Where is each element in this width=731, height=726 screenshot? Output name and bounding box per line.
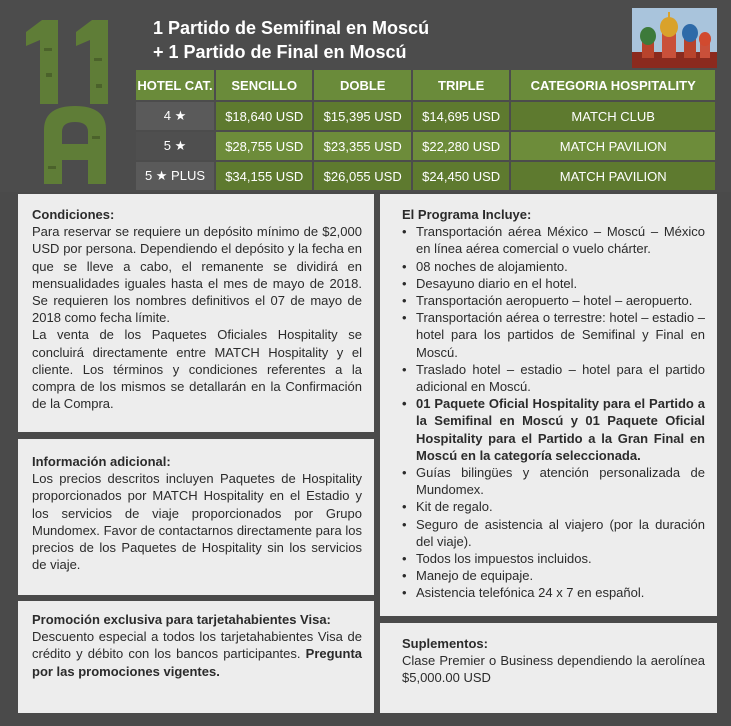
- header-hotel-cat: HOTEL CAT.: [135, 69, 215, 101]
- price-triple: $14,695 USD: [412, 101, 510, 131]
- list-item: • Manejo de equipaje.: [402, 567, 705, 584]
- list-item: • 08 noches de alojamiento.: [402, 258, 705, 275]
- list-item: • Transportación aérea o terrestre: hotel – estadio – hotel para los partidos de Semifinal y Final en Moscú.: [402, 309, 705, 361]
- header-doble: DOBLE: [313, 69, 411, 101]
- visa-promo-text: [32, 628, 362, 680]
- price-sencillo: $34,155 USD: [215, 161, 313, 191]
- hotel-category: 5 ★ PLUS: [135, 161, 215, 191]
- supplements-text: Clase Premier o Business dependiendo la aerolínea $5,000.00 USD: [402, 653, 705, 686]
- price-doble: $26,055 USD: [313, 161, 411, 191]
- title-line-2: + 1 Partido de Final en Moscú: [153, 42, 407, 62]
- list-item: • Asistencia telefónica 24 x 7 en español.: [402, 584, 705, 601]
- header-sencillo: SENCILLO: [215, 69, 313, 101]
- list-item: • Todos los impuestos incluidos.: [402, 550, 705, 567]
- package-number-badge: [22, 18, 122, 106]
- supplements-panel: [380, 623, 717, 713]
- visa-promo-heading: Promoción exclusiva para tarjetahabientes Visa:: [32, 612, 331, 627]
- list-item: • Guías bilingües y atención personalizada de Mundomex.: [402, 464, 705, 498]
- price-doble: $15,395 USD: [313, 101, 411, 131]
- price-doble: $23,355 USD: [313, 131, 411, 161]
- hospitality-category: MATCH PAVILION: [510, 131, 716, 161]
- conditions-paragraph-2: La venta de los Paquetes Oficiales Hospitality se concluirá directamente entre MATCH Hospitality y el cliente. Los términos y condiciones referentes a la compra de los mismos se detallarán en la Confirmación de la Compra.: [32, 327, 362, 412]
- program-panel: [380, 194, 717, 616]
- header-triple: TRIPLE: [412, 69, 510, 101]
- package-title: [153, 16, 429, 64]
- hotel-category: 5 ★: [135, 131, 215, 161]
- program-heading: El Programa Incluye:: [402, 207, 532, 222]
- title-line-1: 1 Partido de Semifinal en Moscú: [153, 18, 430, 38]
- hospitality-category: MATCH PAVILION: [510, 161, 716, 191]
- table-row: [135, 161, 716, 191]
- header-band: [0, 0, 731, 192]
- list-item: • Transportación aérea México – Moscú – México en línea aérea comercial o vuelo chárter.: [402, 223, 705, 257]
- conditions-heading: Condiciones:: [32, 207, 115, 222]
- price-triple: $22,280 USD: [412, 131, 510, 161]
- program-list: [402, 223, 705, 601]
- list-item: • Desayuno diario en el hotel.: [402, 275, 705, 292]
- rates-header-row: [135, 69, 716, 101]
- list-item: • Traslado hotel – estadio – hotel para el partido adicional en Moscú.: [402, 361, 705, 395]
- conditions-paragraph-1: Para reservar se requiere un depósito mínimo de $2,000 USD por persona. Dependiendo el depósito y la fecha en que se lleve a cabo, el remanente se dividirá en mensualidades iguales hasta el mes de mayo de 2018. Se requieren los nombres definitivos el 07 de mayo de 2018 como fecha límite.: [32, 224, 362, 326]
- hotel-category: 4 ★: [135, 101, 215, 131]
- list-item: • 01 Paquete Oficial Hospitality para el Partido a la Semifinal en Moscú y 01 Paquete Oficial Hospitality para el Partido a la Gran Final en Moscú en la categoría seleccionada.: [402, 395, 705, 464]
- price-sencillo: $28,755 USD: [215, 131, 313, 161]
- moscow-cathedral-photo: [632, 8, 717, 68]
- list-item: • Seguro de asistencia al viajero (por la duración del viaje).: [402, 516, 705, 550]
- hospitality-category: MATCH CLUB: [510, 101, 716, 131]
- additional-info-heading: Información adicional:: [32, 454, 171, 469]
- header-hospitality: CATEGORIA HOSPITALITY: [510, 69, 716, 101]
- table-row: [135, 131, 716, 161]
- additional-info-text: Los precios descritos incluyen Paquetes de Hospitality proporcionados por MATCH Hospitality en el Estadio y los servicios de viaje proporcionados por Grupo Mundomex. Favor de contactarnos directamente para los precios de los Paquetes de Hospitality sin los servicios de viaje.: [32, 471, 362, 573]
- additional-info-panel: [18, 439, 374, 595]
- visa-promo-body: Descuento especial a todos los tarjetahabientes Visa de crédito y débito con los bancos participantes.: [32, 629, 362, 662]
- price-triple: $24,450 USD: [412, 161, 510, 191]
- list-item: • Kit de regalo.: [402, 498, 705, 515]
- package-letter-badge: [30, 100, 120, 188]
- conditions-panel: [18, 194, 374, 432]
- list-item: • Transportación aeropuerto – hotel – aeropuerto.: [402, 292, 705, 309]
- price-sencillo: $18,640 USD: [215, 101, 313, 131]
- visa-promo-panel: [18, 601, 374, 713]
- visa-promo-cta: Pregunta por las promociones vigentes.: [32, 646, 362, 679]
- supplements-heading: Suplementos:: [402, 636, 488, 651]
- rates-table: [134, 68, 717, 192]
- table-row: [135, 101, 716, 131]
